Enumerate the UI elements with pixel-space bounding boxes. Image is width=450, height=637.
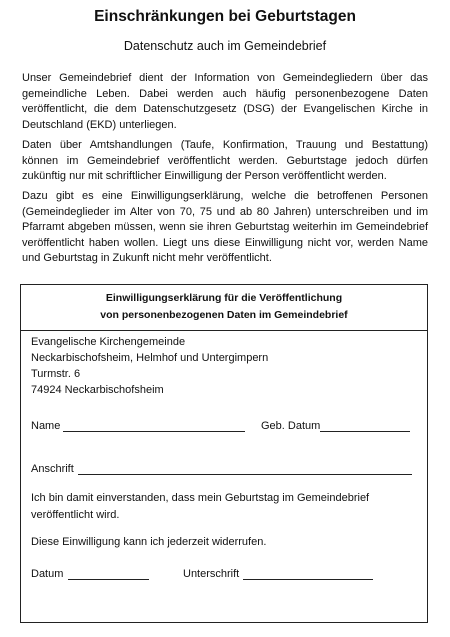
document-title: Einschränkungen bei Geburtstagen: [94, 8, 356, 25]
consent-form-heading-line-1: Einwilligungserklärung für die Veröffentlichung: [105, 292, 343, 304]
signature-label: Unterschrift: [183, 568, 240, 580]
parish-address: [31, 334, 268, 398]
signature-field[interactable]: [243, 579, 373, 580]
document-subtitle: Datenschutz auch im Gemeindebrief: [123, 39, 327, 53]
birthdate-field[interactable]: [320, 431, 410, 432]
consent-info-paragraph: Dazu gibt es eine Einwilligungserklärung, welche die betroffenen Personen (Gemeindeglieder im Alter von 70, 75 und ab 80 Jahren) unterschreiben und im Pfarramt abgeben müssen, wenn sie ihren Geburtstag weiterhin im Gemeindebrief veröffentlicht haben wollen. Liegt uns diese Einwilligung nicht vor, werden Name und Geburtstag in Zukunft nicht mehr veröffentlicht.: [22, 190, 428, 265]
address-line: 74924 Neckarbischofsheim: [31, 384, 164, 396]
consent-form-heading-line-2: von personenbezogenen Daten im Gemeindebrief: [100, 308, 348, 321]
name-label: Name: [31, 420, 61, 432]
address-line: Neckarbischofsheim, Helmhof und Untergimpern: [31, 352, 269, 364]
date-label: Datum: [31, 568, 64, 580]
revocation-statement: Diese Einwilligung kann ich jederzeit widerrufen.: [31, 536, 267, 548]
date-field[interactable]: [68, 579, 149, 580]
address-field[interactable]: [78, 474, 412, 475]
intro-paragraph: Unser Gemeindebrief dient der Information von Gemeindegliedern über das gemeindliche Leben. Dabei werden auch häufig personenbezogene Daten veröffentlicht, die dem Datenschutzgesetz (DSG) der Evangelischen Kirche in Deutschland (EKD) unterliegen.: [22, 72, 428, 131]
address-label: Anschrift: [31, 463, 74, 475]
official-acts-paragraph: Daten über Amtshandlungen (Taufe, Konfirmation, Trauung und Bestattung) können im Gemeindebrief veröffentlicht werden. Geburtstage jedoch dürfen zukünftig nur mit schriftlicher Einwilligung der Person veröffentlicht werden.: [22, 139, 428, 183]
address-line: Turmstr. 6: [31, 368, 81, 380]
consent-form: [20, 284, 428, 623]
consent-statement: Ich bin damit einverstanden, dass mein Geburtstag im Gemeindebrief veröffentlicht wird.: [31, 492, 370, 521]
birthdate-label: Geb. Datum: [261, 420, 321, 432]
address-line: Evangelische Kirchengemeinde: [31, 336, 186, 348]
consent-form-heading: [21, 285, 427, 331]
name-field[interactable]: [63, 431, 245, 432]
